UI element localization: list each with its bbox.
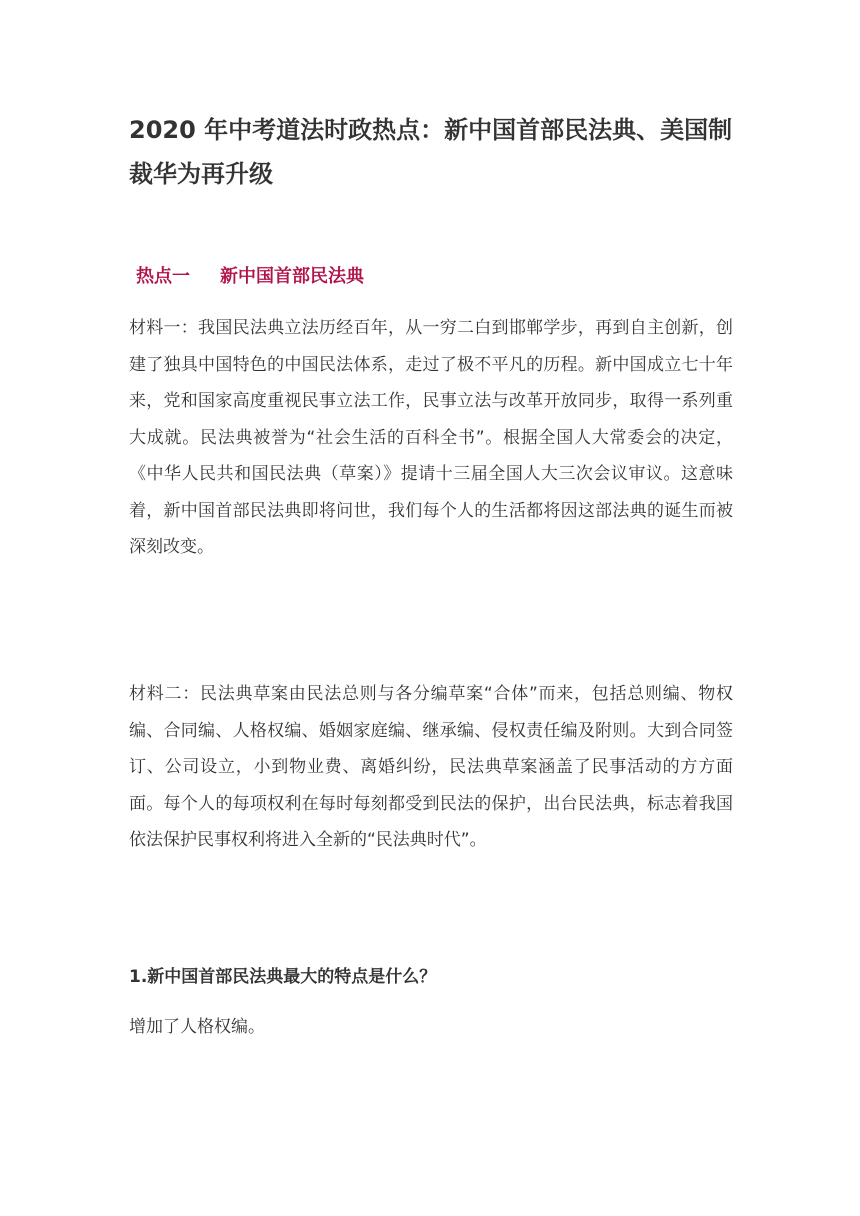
section-label: 热点一 <box>136 266 190 287</box>
section-heading <box>136 262 364 292</box>
material-one-paragraph: 材料一：我国民法典立法历经百年，从一穷二白到邯郸学步，再到自主创新，创建了独具中国特色的中国民法体系，走过了极不平凡的历程。新中国成立七十年来，党和国家高度重视民事立法工作，民事立法与改革开放同步，取得一系列重大成就。民法典被誉为“社会生活的百科全书”。根据全国人大常委会的决定，《中华人民共和国民法典（草案）》提请十三届全国人大三次会议审议。这意味着，新中国首部民法典即将问世，我们每个人的生活都将因这部法典的诞生而被深刻改变。 <box>129 318 733 557</box>
section-title: 新中国首部民法典 <box>220 266 364 287</box>
document-title: 2020 年中考道法时政热点：新中国首部民法典、美国制裁华为再升级 <box>129 116 733 188</box>
answer-one: 增加了人格权编。 <box>129 1017 265 1037</box>
material-two-paragraph: 材料二：民法典草案由民法总则与各分编草案“合体”而来，包括总则编、物权编、合同编、人格权编、婚姻家庭编、继承编、侵权责任编及附则。大到合同签订、公司设立，小到物业费、离婚纠纷，民法典草案涵盖了民事活动的方方面面。每个人的每项权利在每时每刻都受到民法的保护，出台民法典，标志着我国依法保护民事权利将进入全新的“民法典时代”。 <box>129 684 733 850</box>
question-one: 1.新中国首部民法典最大的特点是什么？ <box>129 967 437 987</box>
